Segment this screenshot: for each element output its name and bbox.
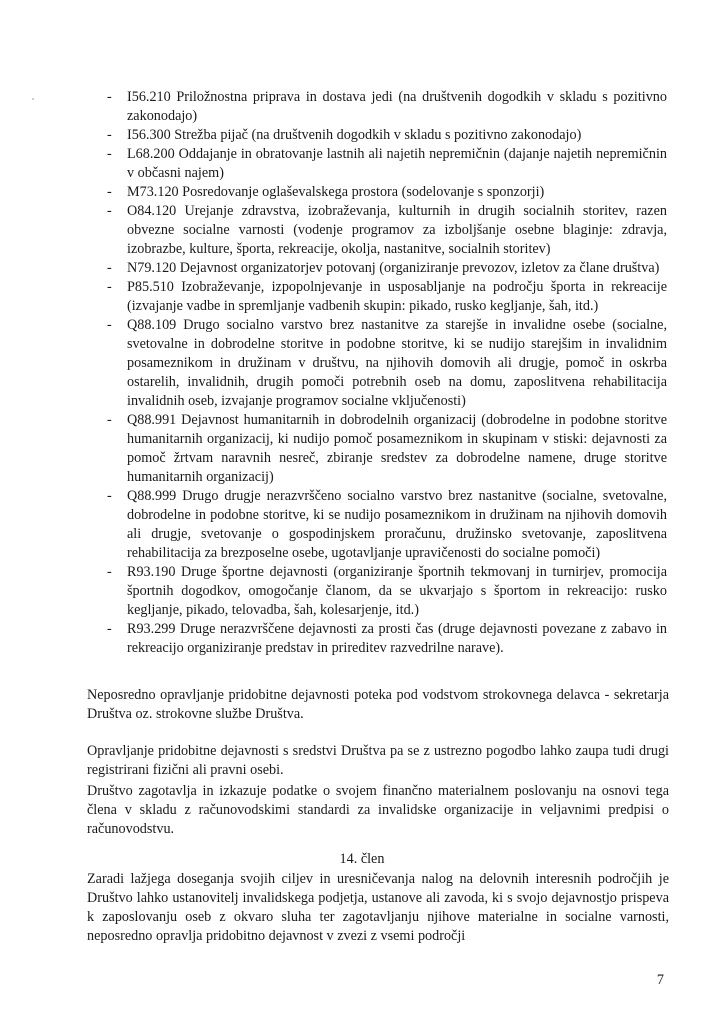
- list-item-text: I56.300 Strežba pijač (na društvenih dogodkih v skladu s pozitivno zakonodajo): [127, 127, 582, 143]
- list-item-text: Q88.109 Drugo socialno varstvo brez nastanitve za starejše in invalidne osebe (socialne, svetovalne in dobrodelne storitve in podobne storitve, ki se nudijo starejšim in invalidnim posameznikom in družinam v društvu, na njihovih domovih ali drugje, pomoč in oskrba ostarelih, invalidnih, drugih pomoči potrebnih oseb na domu, zaposlitvena rehabilitacija invalidnih oseb, izvajanje programov socialne vključenosti): [127, 317, 667, 409]
- list-item: [107, 411, 667, 487]
- list-dash: -: [107, 203, 112, 219]
- list-item-text: O84.120 Urejanje zdravstva, izobraževanja, kulturnih in drugih socialnih storitev, razen obvezne socialne varnosti (vodenje programov za izboljšanje osebne blaginje: zdravja, izobrazbe, kulture, športa, rekreacije, okolja, nastanitve, socialnih storitev): [127, 203, 667, 257]
- list-dash: -: [107, 184, 112, 200]
- list-item: [107, 278, 667, 316]
- list-dash: -: [107, 260, 112, 276]
- list-dash: -: [107, 146, 112, 162]
- list-item: [107, 259, 667, 278]
- article-heading: 14. člen: [339, 851, 385, 867]
- list-dash: -: [107, 127, 112, 143]
- list-item-text: R93.190 Druge športne dejavnosti (organiziranje športnih tekmovanj in turnirjev, promocija športnih dogodkov, omogočanje članom, da se ukvarjajo s športom in rekreacijo: rusko kegljanje, pikado, telovadba, šah, kolesarjenje, itd.): [127, 564, 667, 618]
- list-dash: -: [107, 279, 112, 295]
- article-text: Zaradi lažjega doseganja svojih ciljev in uresničevanja nalog na delovnih interesnih področjih je Društvo lahko ustanovitelj invalidskega podjetja, ustanove ali zavoda, ki s svojo dejavnostjo prispeva k zaposlovanju oseb z okvaro sluha ter zagotavljanju njihove materialne in socialne varnosti, neposredno opravlja pridobitno dejavnost v zvezi z vsemi področji: [87, 871, 669, 944]
- paragraph-delegation: Opravljanje pridobitne dejavnosti s sredstvi Društva pa se z ustrezno pogodbo lahko zaupa tudi drugi registrirani fizični ali pravni osebi.: [87, 743, 669, 778]
- list-dash: -: [107, 564, 112, 580]
- list-item-text: N79.120 Dejavnost organizatorjev potovanj (organiziranje prevozov, izletov za člane društva): [127, 260, 660, 276]
- list-dash: -: [107, 488, 112, 504]
- list-item-text: Q88.991 Dejavnost humanitarnih in dobrodelnih organizacij (dobrodelne in podobne storitve humanitarnih organizacij, ki nudijo pomoč posameznikom in skupinam v stiski: dejavnosti za pomoč žrtvam naravnih nesreč, zbiranje sredstev za dobrodelne namene, druge storitve humanitarnih organizacij): [127, 412, 667, 485]
- list-item: [107, 487, 667, 563]
- list-item: [107, 126, 667, 145]
- list-item: [107, 88, 667, 126]
- paragraph-management: Neposredno opravljanje pridobitne dejavnosti poteka pod vodstvom strokovnega delavca - sekretarja Društva oz. strokovne službe Društva.: [87, 687, 669, 722]
- activity-list: [107, 88, 667, 658]
- list-item-text: P85.510 Izobraževanje, izpopolnjevanje in usposabljanje na področju športa in rekreacije (izvajanje vadbe in spremljanje vadbenih skupin: pikado, rusko kegljanje, šah, itd.): [127, 279, 667, 314]
- list-dash: -: [107, 412, 112, 428]
- list-item: [107, 563, 667, 620]
- list-item-text: R93.299 Druge nerazvrščene dejavnosti za prosti čas (druge dejavnosti povezane z zabavo in rekreacijo organiziranje predstav in prireditev razvedrilne narave).: [127, 621, 667, 656]
- list-item-text: M73.120 Posredovanje oglaševalskega prostora (sodelovanje s sponzorji): [127, 184, 545, 200]
- list-item: [107, 145, 667, 183]
- list-item-text: Q88.999 Drugo drugje nerazvrščeno socialno varstvo brez nastanitve (socialne, svetovalne, dobrodelne in podobne storitve, ki se nudijo posameznikom in družinam na njihovih domovih ali drugje, svetovanje o gospodinjskem proračunu, družinsko svetovanje, zaposlitvena rehabilitacija za brezposelne osebe, ugotavljanje upravičenosti do socialne pomoči): [127, 488, 667, 561]
- list-item: [107, 316, 667, 411]
- list-item: [107, 183, 667, 202]
- list-item: [107, 202, 667, 259]
- paragraph-accounting: Društvo zagotavlja in izkazuje podatke o svojem finančno materialnem poslovanju na osnovi tega člena v skladu z računovodskimi standardi za invalidske organizacije in veljavnimi predpisi o računovodstvu.: [87, 783, 669, 837]
- list-dash: -: [107, 89, 112, 105]
- list-item: [107, 620, 667, 658]
- list-item-text: I56.210 Priložnostna priprava in dostava jedi (na društvenih dogodkih v skladu s pozitivno zakonodajo): [127, 89, 667, 124]
- list-dash: -: [107, 317, 112, 333]
- page-number: 7: [656, 972, 664, 988]
- scan-speck: [32, 98, 34, 100]
- list-dash: -: [107, 621, 112, 637]
- list-item-text: L68.200 Oddajanje in obratovanje lastnih ali najetih nepremičnin (dajanje najetih nepremičnin v občasni najem): [127, 146, 667, 181]
